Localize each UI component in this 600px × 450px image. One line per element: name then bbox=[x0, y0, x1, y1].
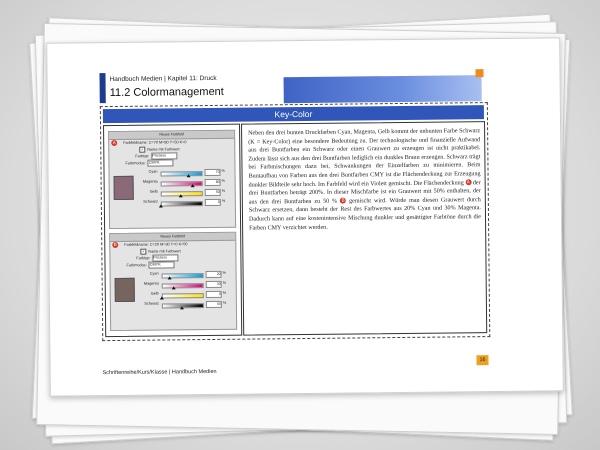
checkbox-label: Name mit Farbwert bbox=[148, 249, 181, 254]
type-label: Farbtyp: bbox=[136, 256, 151, 261]
slider-unit: % bbox=[221, 198, 226, 203]
slider-value-field[interactable]: 20 bbox=[206, 271, 222, 278]
body-text-segment: Neben den drei bunten Druckfarben Cyan, Magenta, Gelb kommt der unbunten Farbe Schwarz (K = Key-Color) eine besondere Bedeutung zu. Der technologische und finanzielle Aufwand aus drei Buntfarben ein Schwarz oder einen Grauwert zu erzeugen ist nicht praktikabel. Zudem lässt sich aus den drei Buntfarben lediglich ein dunkles Braun erzeugen. Schwarz trägt bei Farbmischungen dazu bei, Schwankungen der Einzelfarben zu minimieren. Beim Buntaufbau von Farben aus den drei Buntfarben CMY ist die Flächendeckung zur Erzeugung dunkler Bildteile sehr hoch. Im Farbfeld wird ein Violett gemischt. Die Flächendeckung bbox=[248, 128, 481, 189]
slider-handle[interactable] bbox=[160, 296, 164, 299]
slider-value-field[interactable]: 50 bbox=[205, 189, 221, 196]
slider-handle[interactable] bbox=[168, 276, 172, 279]
slider-unit: % bbox=[221, 188, 226, 193]
document-page bbox=[46, 37, 564, 396]
swatch-dialog bbox=[108, 130, 236, 229]
slider-track[interactable] bbox=[161, 171, 203, 176]
color-slider-schwarz[interactable] bbox=[140, 199, 232, 207]
checkbox-icon[interactable]: ✓ bbox=[140, 147, 144, 152]
title-gradient-band bbox=[284, 75, 482, 103]
footer: Schriftenreihe/Kurs/Klasse | Handbuch Medien bbox=[102, 368, 217, 377]
slider-label: Gelb bbox=[150, 291, 159, 296]
checkbox-label: Name mit Farbwert bbox=[147, 147, 180, 152]
swatch-name-field[interactable]: Farbfeldname: C=70 M=80 Y=50 K=0 bbox=[123, 140, 187, 145]
slider-handle[interactable] bbox=[187, 174, 191, 177]
slider-track[interactable] bbox=[162, 293, 204, 298]
breadcrumb: Handbuch Medien | Kapitel 11: Druck bbox=[109, 74, 217, 84]
slider-value-field[interactable]: 50 bbox=[206, 301, 222, 308]
page-title: 11.2 Colormanagement bbox=[109, 85, 224, 100]
slider-handle[interactable] bbox=[191, 184, 195, 187]
slider-value-field[interactable]: 80 bbox=[205, 179, 221, 186]
slider-unit: % bbox=[221, 168, 225, 173]
slider-value-field[interactable]: 0 bbox=[205, 199, 221, 206]
color-slider-schwarz[interactable] bbox=[141, 301, 233, 309]
swatch-dialog bbox=[109, 232, 237, 331]
slider-unit: % bbox=[222, 280, 227, 285]
reference-marker: B bbox=[341, 197, 345, 203]
slider-label: Schwarz bbox=[144, 301, 159, 306]
slider-handle[interactable] bbox=[180, 306, 184, 309]
slider-label: Schwarz bbox=[143, 199, 158, 204]
slider-value-field[interactable]: 30 bbox=[206, 281, 222, 288]
dialog-title: Neues Farbfeld bbox=[110, 233, 235, 242]
color-mode-select[interactable] bbox=[125, 159, 173, 167]
swatch-name-field[interactable]: Farbfeldname: C=20 M=30 Y=0 K=50 bbox=[124, 242, 188, 247]
mode-select-value[interactable]: CMYK bbox=[149, 261, 175, 268]
slider-label: Cyan bbox=[149, 271, 159, 276]
color-slider-gelb[interactable] bbox=[141, 291, 233, 299]
color-mode-select[interactable] bbox=[126, 261, 174, 269]
dialog-title: Neues Farbfeld bbox=[109, 131, 234, 140]
type-select-value[interactable]: Prozess bbox=[151, 152, 177, 159]
checkbox-icon[interactable]: ✓ bbox=[141, 249, 145, 254]
slider-unit: % bbox=[221, 178, 226, 183]
color-slider-cyan[interactable] bbox=[139, 169, 231, 177]
slider-handle[interactable] bbox=[172, 286, 176, 289]
type-label: Farbtyp: bbox=[135, 154, 150, 159]
color-slider-gelb[interactable] bbox=[140, 189, 232, 197]
color-slider-cyan[interactable] bbox=[141, 271, 233, 279]
slider-handle[interactable] bbox=[179, 194, 183, 197]
reference-marker: A bbox=[112, 139, 116, 146]
slider-unit: % bbox=[222, 290, 227, 295]
reference-marker: B bbox=[113, 241, 117, 248]
mode-label: Farbmodus: bbox=[126, 263, 147, 268]
slider-label: Cyan bbox=[148, 169, 158, 174]
color-swatch-preview bbox=[115, 278, 135, 302]
body-paragraph bbox=[248, 127, 481, 233]
body-text-segment: gemischt wird. Würde man diesen Grauwert durch Schwarz ersetzen, dann besteht der Rest des Farbwertes aus 20% Cyan und 30% Magenta. Dadurch kann auf eine kostenintensive Mischung dunkler und gesättigter Farbtöne durch die Farben CMY verzichtet werden. bbox=[248, 196, 482, 232]
color-swatch-preview bbox=[114, 176, 134, 200]
slider-track[interactable] bbox=[161, 181, 203, 186]
slider-value-field[interactable]: 0 bbox=[206, 291, 222, 298]
mode-label: Farbmodus: bbox=[125, 161, 146, 166]
slider-track[interactable] bbox=[162, 283, 204, 288]
slider-label: Magenta bbox=[143, 281, 159, 286]
page-number: 16 bbox=[476, 355, 488, 365]
slider-label: Magenta bbox=[142, 179, 158, 184]
slider-unit: % bbox=[222, 300, 227, 305]
corner-tab bbox=[475, 69, 483, 77]
slider-track[interactable] bbox=[161, 201, 203, 206]
mode-select-value[interactable]: CMYK bbox=[148, 159, 174, 166]
type-select-value[interactable]: Prozess bbox=[152, 254, 178, 261]
section-header: Key-Color bbox=[103, 105, 484, 123]
slider-label: Gelb bbox=[149, 189, 158, 194]
slider-handle[interactable] bbox=[159, 204, 163, 207]
reference-marker: A bbox=[466, 179, 470, 185]
header-accent-bar bbox=[99, 73, 105, 103]
color-slider-magenta[interactable] bbox=[140, 179, 232, 187]
color-slider-magenta[interactable] bbox=[141, 281, 233, 289]
slider-value-field[interactable]: 70 bbox=[204, 169, 220, 176]
slider-unit: % bbox=[222, 270, 226, 275]
body-text-segment: der drei Buntfarben beträgt 200%. In dieser Mischfarbe ist ein Grauwert mit 50% enthalten, der aus den drei Buntfarben zu 50 % bbox=[248, 179, 481, 206]
